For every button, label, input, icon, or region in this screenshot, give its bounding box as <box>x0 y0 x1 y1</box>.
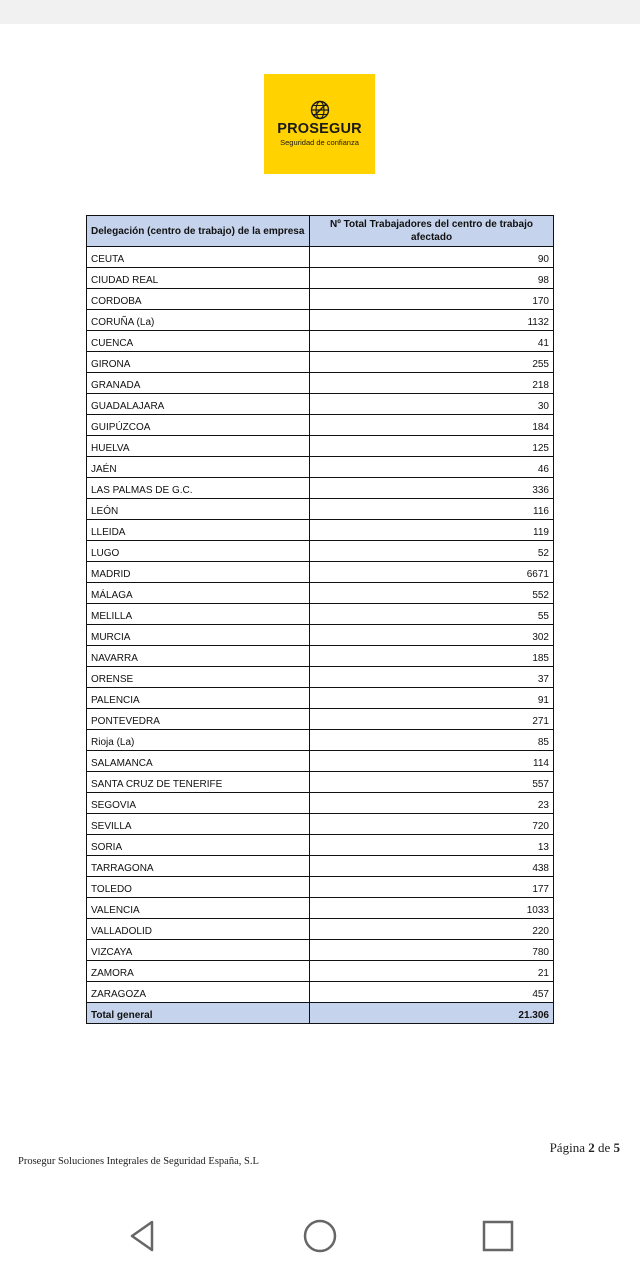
trabajadores-cell: 177 <box>310 877 554 898</box>
trabajadores-cell: 55 <box>310 604 554 625</box>
trabajadores-cell: 21 <box>310 961 554 982</box>
page-number <box>550 1140 620 1156</box>
trabajadores-cell: 46 <box>310 457 554 478</box>
trabajadores-cell: 90 <box>310 247 554 268</box>
table-row <box>87 415 554 436</box>
table-row <box>87 331 554 352</box>
trabajadores-cell: 457 <box>310 982 554 1003</box>
recents-square-icon <box>478 1216 518 1256</box>
delegacion-cell: ZARAGOZA <box>87 982 310 1003</box>
table-row <box>87 436 554 457</box>
trabajadores-cell: 255 <box>310 352 554 373</box>
status-bar <box>0 0 640 24</box>
table-row <box>87 961 554 982</box>
table-row <box>87 478 554 499</box>
table-header-row <box>87 216 554 247</box>
table-row <box>87 898 554 919</box>
delegacion-cell: VALLADOLID <box>87 919 310 940</box>
trabajadores-cell: 218 <box>310 373 554 394</box>
trabajadores-cell: 13 <box>310 835 554 856</box>
table-row <box>87 499 554 520</box>
table-row <box>87 583 554 604</box>
trabajadores-cell: 720 <box>310 814 554 835</box>
delegacion-cell: GRANADA <box>87 373 310 394</box>
table-row <box>87 457 554 478</box>
trabajadores-cell: 116 <box>310 499 554 520</box>
delegacion-cell: LLEIDA <box>87 520 310 541</box>
table-row <box>87 289 554 310</box>
table-row <box>87 268 554 289</box>
delegacion-cell: SEGOVIA <box>87 793 310 814</box>
trabajadores-cell: 85 <box>310 730 554 751</box>
trabajadores-cell: 23 <box>310 793 554 814</box>
table-row <box>87 373 554 394</box>
trabajadores-cell: 6671 <box>310 562 554 583</box>
page-separator: de <box>597 1140 611 1155</box>
trabajadores-cell: 184 <box>310 415 554 436</box>
delegacion-cell: Rioja (La) <box>87 730 310 751</box>
table-row <box>87 772 554 793</box>
delegacion-cell: GUIPÚZCOA <box>87 415 310 436</box>
delegacion-cell: NAVARRA <box>87 646 310 667</box>
table-row <box>87 730 554 751</box>
header-delegacion: Delegación (centro de trabajo) de la empresa <box>87 216 310 247</box>
total-row <box>87 1003 554 1024</box>
page-total: 5 <box>613 1140 620 1155</box>
delegacion-cell: GIRONA <box>87 352 310 373</box>
table-row <box>87 709 554 730</box>
delegacion-cell: MADRID <box>87 562 310 583</box>
delegacion-cell: CORDOBA <box>87 289 310 310</box>
trabajadores-cell: 302 <box>310 625 554 646</box>
trabajadores-cell: 30 <box>310 394 554 415</box>
globe-icon <box>310 100 330 120</box>
table-row <box>87 394 554 415</box>
delegacion-cell: VALENCIA <box>87 898 310 919</box>
delegacion-cell: LUGO <box>87 541 310 562</box>
table-row <box>87 877 554 898</box>
recents-button[interactable] <box>478 1216 518 1256</box>
trabajadores-cell: 552 <box>310 583 554 604</box>
total-value: 21.306 <box>310 1003 554 1024</box>
trabajadores-cell: 557 <box>310 772 554 793</box>
table-row <box>87 982 554 1003</box>
trabajadores-cell: 438 <box>310 856 554 877</box>
delegacion-cell: HUELVA <box>87 436 310 457</box>
table-row <box>87 625 554 646</box>
trabajadores-cell: 125 <box>310 436 554 457</box>
table-row <box>87 562 554 583</box>
table-row <box>87 835 554 856</box>
delegacion-cell: CORUÑA (La) <box>87 310 310 331</box>
trabajadores-cell: 91 <box>310 688 554 709</box>
table-row <box>87 919 554 940</box>
back-button[interactable] <box>122 1216 162 1256</box>
header-total-trabajadores: Nº Total Trabajadores del centro de trabajo afectado <box>310 216 554 247</box>
delegacion-cell: JAÉN <box>87 457 310 478</box>
delegacion-cell: ZAMORA <box>87 961 310 982</box>
delegacion-cell: TARRAGONA <box>87 856 310 877</box>
delegacion-cell: VIZCAYA <box>87 940 310 961</box>
delegacion-cell: MELILLA <box>87 604 310 625</box>
table-row <box>87 604 554 625</box>
logo-brand: PROSEGUR <box>277 121 362 137</box>
navigation-bar <box>0 1195 640 1280</box>
table-row <box>87 793 554 814</box>
home-circle-icon <box>300 1216 340 1256</box>
trabajadores-cell: 37 <box>310 667 554 688</box>
home-button[interactable] <box>300 1216 340 1256</box>
delegacion-cell: LEÓN <box>87 499 310 520</box>
total-label: Total general <box>87 1003 310 1024</box>
delegacion-cell: SEVILLA <box>87 814 310 835</box>
delegacion-cell: LAS PALMAS DE G.C. <box>87 478 310 499</box>
prosegur-logo <box>264 74 375 174</box>
table-row <box>87 541 554 562</box>
trabajadores-cell: 98 <box>310 268 554 289</box>
table-row <box>87 688 554 709</box>
delegacion-cell: MURCIA <box>87 625 310 646</box>
workers-table <box>86 215 554 1024</box>
table-row <box>87 667 554 688</box>
table-row <box>87 352 554 373</box>
back-triangle-icon <box>122 1216 162 1256</box>
table-row <box>87 751 554 772</box>
delegacion-cell: TOLEDO <box>87 877 310 898</box>
table-row <box>87 520 554 541</box>
delegacion-cell: SANTA CRUZ DE TENERIFE <box>87 772 310 793</box>
trabajadores-cell: 185 <box>310 646 554 667</box>
table-row <box>87 310 554 331</box>
table-row <box>87 940 554 961</box>
trabajadores-cell: 119 <box>310 520 554 541</box>
logo-tagline: Seguridad de confianza <box>280 138 359 147</box>
trabajadores-cell: 780 <box>310 940 554 961</box>
company-footer: Prosegur Soluciones Integrales de Seguridad España, S.L <box>18 1156 259 1167</box>
delegacion-cell: PONTEVEDRA <box>87 709 310 730</box>
trabajadores-cell: 1033 <box>310 898 554 919</box>
trabajadores-cell: 114 <box>310 751 554 772</box>
trabajadores-cell: 170 <box>310 289 554 310</box>
table-row <box>87 646 554 667</box>
trabajadores-cell: 336 <box>310 478 554 499</box>
table-row <box>87 247 554 268</box>
delegacion-cell: ORENSE <box>87 667 310 688</box>
delegacion-cell: MÁLAGA <box>87 583 310 604</box>
table-row <box>87 814 554 835</box>
trabajadores-cell: 271 <box>310 709 554 730</box>
trabajadores-cell: 52 <box>310 541 554 562</box>
delegacion-cell: SORIA <box>87 835 310 856</box>
delegacion-cell: GUADALAJARA <box>87 394 310 415</box>
delegacion-cell: CIUDAD REAL <box>87 268 310 289</box>
page-current: 2 <box>588 1140 595 1155</box>
delegacion-cell: PALENCIA <box>87 688 310 709</box>
table-row <box>87 856 554 877</box>
trabajadores-cell: 220 <box>310 919 554 940</box>
delegacion-cell: CUENCA <box>87 331 310 352</box>
delegacion-cell: SALAMANCA <box>87 751 310 772</box>
trabajadores-cell: 1132 <box>310 310 554 331</box>
page-prefix: Página <box>549 1140 585 1155</box>
trabajadores-cell: 41 <box>310 331 554 352</box>
delegacion-cell: CEUTA <box>87 247 310 268</box>
